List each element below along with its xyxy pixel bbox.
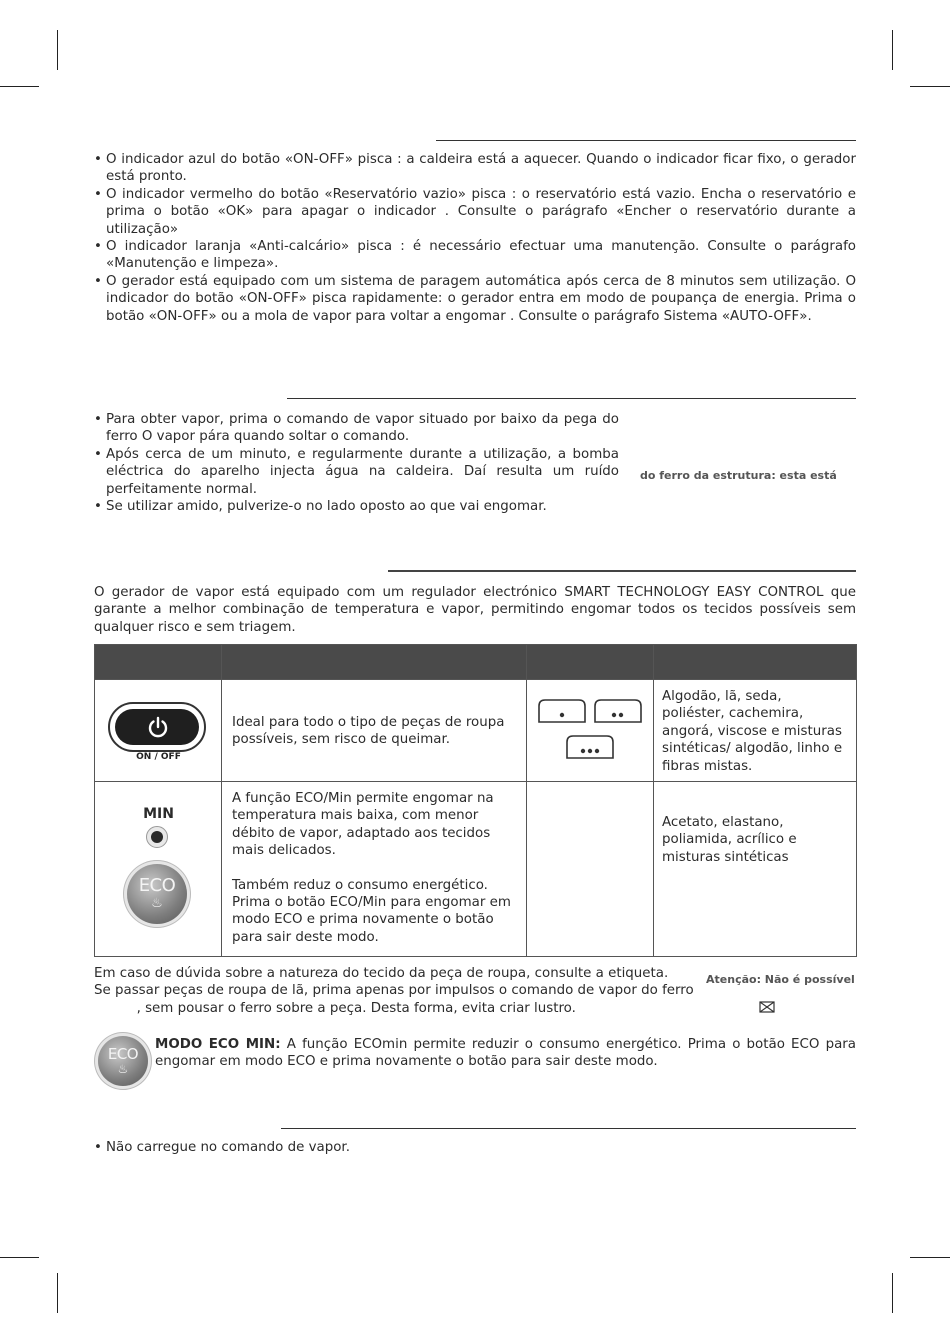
section-rule bbox=[436, 140, 856, 141]
crop-mark bbox=[57, 1273, 58, 1313]
eco-mode-paragraph bbox=[155, 1036, 856, 1071]
row-description: Também reduz o consumo energético. Prima o botão ECO/Min para engomar em modo ECO e prima novamente o botão para sair deste modo. bbox=[232, 877, 511, 945]
crop-mark bbox=[910, 86, 950, 87]
button-cell bbox=[95, 680, 222, 782]
crop-mark bbox=[57, 30, 58, 70]
steam-list bbox=[94, 411, 619, 515]
table-row bbox=[95, 680, 857, 782]
eco-mode-text: A função ECOmin permite reduzir o consumo energético. Prima o botão ECO para engomar em modo ECO e prima novamente o botão para sair deste modo. bbox=[155, 1037, 856, 1070]
table-header-row bbox=[95, 645, 857, 680]
crop-mark bbox=[0, 1257, 39, 1258]
side-note: Atenção: Não é possível bbox=[706, 973, 855, 986]
crop-mark bbox=[892, 1273, 893, 1313]
note-line: , sem pousar o ferro sobre a peça. Desta forma, evita criar lustro. bbox=[94, 1000, 576, 1016]
table-header-cell bbox=[654, 645, 857, 680]
iron-one-dot-icon bbox=[539, 700, 585, 722]
list-item: • Após cerca de um minuto, e regularmente durante a utilização, a bomba eléctrica do aparelho injecta água na caldeira. Daí resulta um ruído perfeitamente normal. bbox=[94, 446, 619, 498]
intro-paragraph: O gerador de vapor está equipado com um regulador electrónico SMART TECHNOLOGY EASY CONTROL que garante a melhor combinação de temperatura e vapor, permitindo engomar todos os tecidos possíveis sem qualquer risco e sem triagem. bbox=[94, 585, 856, 635]
fabrics-cell bbox=[654, 782, 857, 957]
crop-mark bbox=[910, 1257, 950, 1258]
row-description: A função ECO/Min permite engomar na temperatura mais baixa, com menor débito de vapor, adaptado aos tecidos mais delicados. bbox=[232, 791, 494, 859]
min-indicator bbox=[146, 826, 168, 848]
crop-mark bbox=[0, 86, 39, 87]
min-label: MIN bbox=[143, 806, 174, 822]
fabric-table bbox=[94, 644, 857, 957]
side-note: do ferro da estrutura: esta está bbox=[640, 469, 837, 482]
list-item: • Se utilizar amido, pulverize-o no lado oposto ao que vai engomar. bbox=[94, 498, 619, 515]
steam-icon: ♨ bbox=[117, 1062, 129, 1076]
note-line: Se passar peças de roupa de lã, prima apenas por impulsos o comando de vapor do ferro bbox=[94, 983, 694, 999]
list-item: • Não carregue no comando de vapor. bbox=[94, 1139, 856, 1156]
eco-button bbox=[127, 864, 187, 924]
note-line: Em caso de dúvida sobre a natureza do tecido da peça de roupa, consulte a etiqueta. bbox=[94, 966, 669, 981]
button-cell bbox=[95, 782, 222, 957]
section-rule bbox=[281, 1128, 856, 1129]
fabric-list: Acetato, elastano, poliamida, acrílico e misturas sintéticas bbox=[662, 815, 797, 865]
crop-mark bbox=[892, 30, 893, 70]
description-cell bbox=[222, 680, 527, 782]
table-header-cell bbox=[95, 645, 222, 680]
row-description: Ideal para todo o tipo de peças de roupa possíveis, sem risco de queimar. bbox=[232, 715, 505, 748]
iron-temperature-cell bbox=[527, 680, 654, 782]
list-item: • Para obter vapor, prima o comando de vapor situado por baixo da pega do ferro O vapor pára quando soltar o comando. bbox=[94, 411, 619, 446]
last-list bbox=[94, 1139, 856, 1156]
section-rule bbox=[287, 398, 856, 399]
no-steam-icon bbox=[759, 1001, 775, 1013]
table-header-cell bbox=[222, 645, 527, 680]
iron-two-dots-icon bbox=[595, 700, 641, 722]
list-item: • O indicador azul do botão «ON-OFF» pisca : a caldeira está a aquecer. Quando o indicador ficar fixo, o gerador está pronto. bbox=[94, 151, 856, 186]
iron-temperature-icons bbox=[527, 694, 654, 774]
section-rule bbox=[388, 570, 856, 572]
on-off-label: ON / OFF bbox=[136, 752, 181, 762]
table-header-cell bbox=[527, 645, 654, 680]
list-item: • O indicador laranja «Anti-calcário» pisca : é necessário efectuar uma manutenção. Consulte o parágrafo «Manutenção e limpeza». bbox=[94, 238, 856, 273]
table-row bbox=[95, 782, 857, 957]
eco-label: ECO bbox=[107, 1045, 139, 1063]
fabrics-cell bbox=[654, 680, 857, 782]
list-item: • O indicador vermelho do botão «Reservatório vazio» pisca : o reservatório está vazio. Encha o reservatório e prima o botão «OK» para apagar o indicador . Consulte o parágrafo «Encher o reservatório durante a utilização» bbox=[94, 186, 856, 238]
iron-three-dots-icon bbox=[567, 736, 613, 758]
note-paragraph bbox=[94, 965, 694, 1017]
eco-mode-icon bbox=[98, 1036, 148, 1086]
iron-temperature-cell bbox=[527, 782, 654, 957]
on-off-button-illustration bbox=[95, 680, 222, 780]
eco-label: ECO bbox=[138, 875, 176, 896]
list-item: • O gerador está equipado com um sistema de paragem automática após cerca de 8 minutos sem utilização. O indicador do botão «ON-OFF» pisca rapidamente: o gerador entra em modo de poupança de energia. Prima o botão «ON-OFF» ou a mola de vapor para voltar a engomar . Consulte o parágrafo Sistema «AUTO-OFF». bbox=[94, 273, 856, 325]
steam-icon: ♨ bbox=[151, 896, 163, 911]
fabric-list: Algodão, lã, seda, poliéster, cachemira, angorá, viscose e misturas sintéticas/ algodão, linho e fibras mistas. bbox=[662, 689, 843, 774]
power-icon bbox=[146, 715, 170, 739]
description-cell bbox=[222, 782, 527, 957]
indicator-list bbox=[94, 151, 856, 325]
eco-mode-title: MODO ECO MIN: bbox=[155, 1037, 281, 1052]
